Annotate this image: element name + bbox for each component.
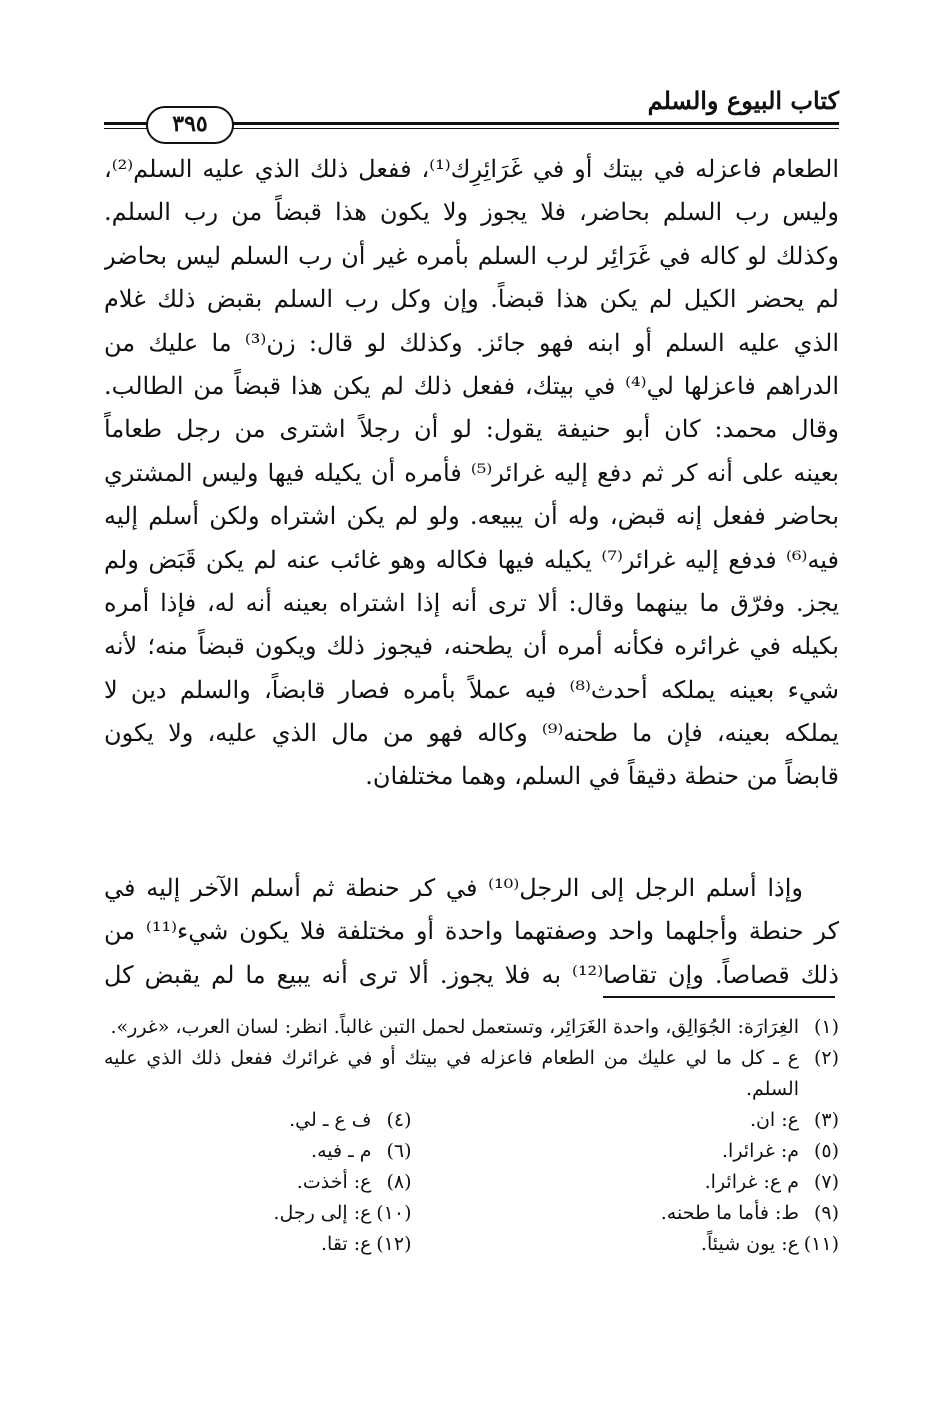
footnote-number: (٧) (813, 1171, 839, 1193)
footnote-separator (603, 996, 835, 998)
main-text (104, 148, 839, 997)
text-line: الدراهم فاعزلها لي⁽⁴⁾ في بيتك، ففعل ذلك لم يكن هذا قبضاً من الطالب. (104, 371, 839, 400)
running-title: كتاب البيوع والسلم (647, 86, 839, 115)
footnote-text: م: غرائرا. (722, 1140, 799, 1162)
text-line: يملكه بعينه، فإن ما طحنه⁽⁹⁾ وكاله فهو من مال الذي عليه، ولا يكون (104, 719, 839, 748)
page-header (104, 84, 839, 137)
text-line: بحاضر ففعل إنه قبض، وله أن يبيعه. ولو لم يكن اشتراه ولكن أسلم إليه (104, 502, 839, 531)
footnote-text: ع: يون شيئاً. (700, 1233, 799, 1255)
footnote-text: ع ـ كل ما لي عليك من الطعام فاعزله في بيتك أو في غرائرك ففعل ذلك الذي عليه السلم. (104, 1047, 799, 1100)
footnote-1 (104, 1012, 839, 1043)
footnote-text: الغِرَارَة: الجُوَالِق، واحدة الغَرَائِر، وتستعمل لحمل التبن غالباً. انظر: لسان العرب، «غرر». (110, 1016, 799, 1038)
footnote-9 (472, 1198, 840, 1229)
text-line: ذلك قصاصاً. وإن تقاصا⁽¹²⁾ به فلا يجوز. ألا ترى أنه يبيع ما لم يقبض كل (104, 960, 839, 989)
footnote-number: (٦) (386, 1140, 412, 1162)
footnote-number: (١١) (803, 1233, 839, 1255)
text-line: بعينه على أنه كر ثم دفع إليه غرائر⁽⁵⁾ فأمره أن يكيله فيها وليس المشتري (104, 458, 839, 487)
footnote-12 (104, 1229, 412, 1260)
footnote-text: ع: أخذت. (296, 1171, 372, 1193)
footnote-number: (٩) (813, 1202, 839, 1224)
text-line: وإذا أسلم الرجل إلى الرجل⁽¹⁰⁾ في كر حنطة ثم أسلم الآخر إليه في (104, 873, 803, 902)
footnote-text: ع: إلى رجل. (273, 1202, 372, 1224)
footnote-text: ف ع ـ لي. (289, 1109, 372, 1131)
footnote-number: (٣) (813, 1109, 839, 1131)
text-line: قابضاً من حنطة دقيقاً في السلم، وهما مختلفان. (365, 762, 839, 791)
footnote-2 (104, 1043, 839, 1105)
text-line: بكيله في غرائره فكأنه أمره أن يطحنه، فيجوز ذلك ويكون قبضاً منه؛ لأنه (104, 632, 839, 661)
footnote-number: (٤) (386, 1109, 412, 1131)
footnote-7 (472, 1167, 840, 1198)
footnote-text: م ـ فيه. (311, 1140, 372, 1162)
paragraph-gap (104, 799, 839, 867)
footnote-number: (١) (813, 1016, 839, 1038)
footnote-10 (104, 1198, 412, 1229)
text-line: الذي عليه السلم أو ابنه فهو جائز. وكذلك لو قال: زن⁽³⁾ ما عليك من (104, 328, 839, 357)
footnote-3 (472, 1105, 840, 1136)
footnote-4 (104, 1105, 412, 1136)
footnote-6 (104, 1136, 412, 1167)
footnotes (104, 1012, 839, 1260)
footnote-11 (472, 1229, 840, 1260)
footnote-text: ع: تقا. (320, 1233, 372, 1255)
text-line: وكذلك لو كاله في غَرَائِر لرب السلم بأمره غير أن رب السلم ليس بحاضر (104, 241, 839, 270)
footnote-number: (١٠) (376, 1202, 412, 1224)
page-number: ٣٩٥ (146, 106, 234, 144)
text-line: شيء بعينه يملكه أحدث⁽⁸⁾ فيه عملاً بأمره فصار قابضاً، والسلم دين لا (104, 675, 839, 704)
text-line: وليس رب السلم بحاضر، فلا يجوز ولا يكون هذا قبضاً من رب السلم. (104, 198, 839, 227)
footnote-number: (١٢) (376, 1233, 412, 1255)
text-line: فيه⁽⁶⁾ فدفع إليه غرائر⁽⁷⁾ يكيله فيها فكاله وهو غائب عنه لم يكن قَبَض ولم (104, 545, 839, 574)
footnote-text: ع: ان. (749, 1109, 799, 1131)
footnote-text: ط: فأما ما طحنه. (660, 1202, 799, 1224)
text-line: لم يحضر الكيل لم يكن هذا قبضاً. وإن وكل رب السلم بقبض ذلك غلام (104, 285, 839, 314)
footnote-5 (472, 1136, 840, 1167)
text-line: الطعام فاعزله في بيتك أو في غَرَائِرِك⁽¹⁾، ففعل ذلك الذي عليه السلم⁽²⁾، (104, 155, 839, 183)
text-line: كر حنطة وأجلهما واحد وصفتهما واحدة أو مختلفة فلا يكون شيء⁽¹¹⁾ من (104, 917, 839, 946)
footnote-8 (104, 1167, 412, 1198)
footnote-number: (٢) (813, 1047, 839, 1069)
footnote-number: (٥) (813, 1140, 839, 1162)
footnote-grid (104, 1105, 839, 1260)
footnote-number: (٨) (386, 1171, 412, 1193)
footnote-text: م ع: غرائرا. (704, 1171, 799, 1193)
text-line: يجز. وفرّق ما بينهما وقال: ألا ترى أنه إذا اشتراه بعينه أنه له، فإذا أمره (104, 588, 839, 617)
text-line: وقال محمد: كان أبو حنيفة يقول: لو أن رجلاً اشترى من رجل طعاماً (104, 415, 839, 444)
